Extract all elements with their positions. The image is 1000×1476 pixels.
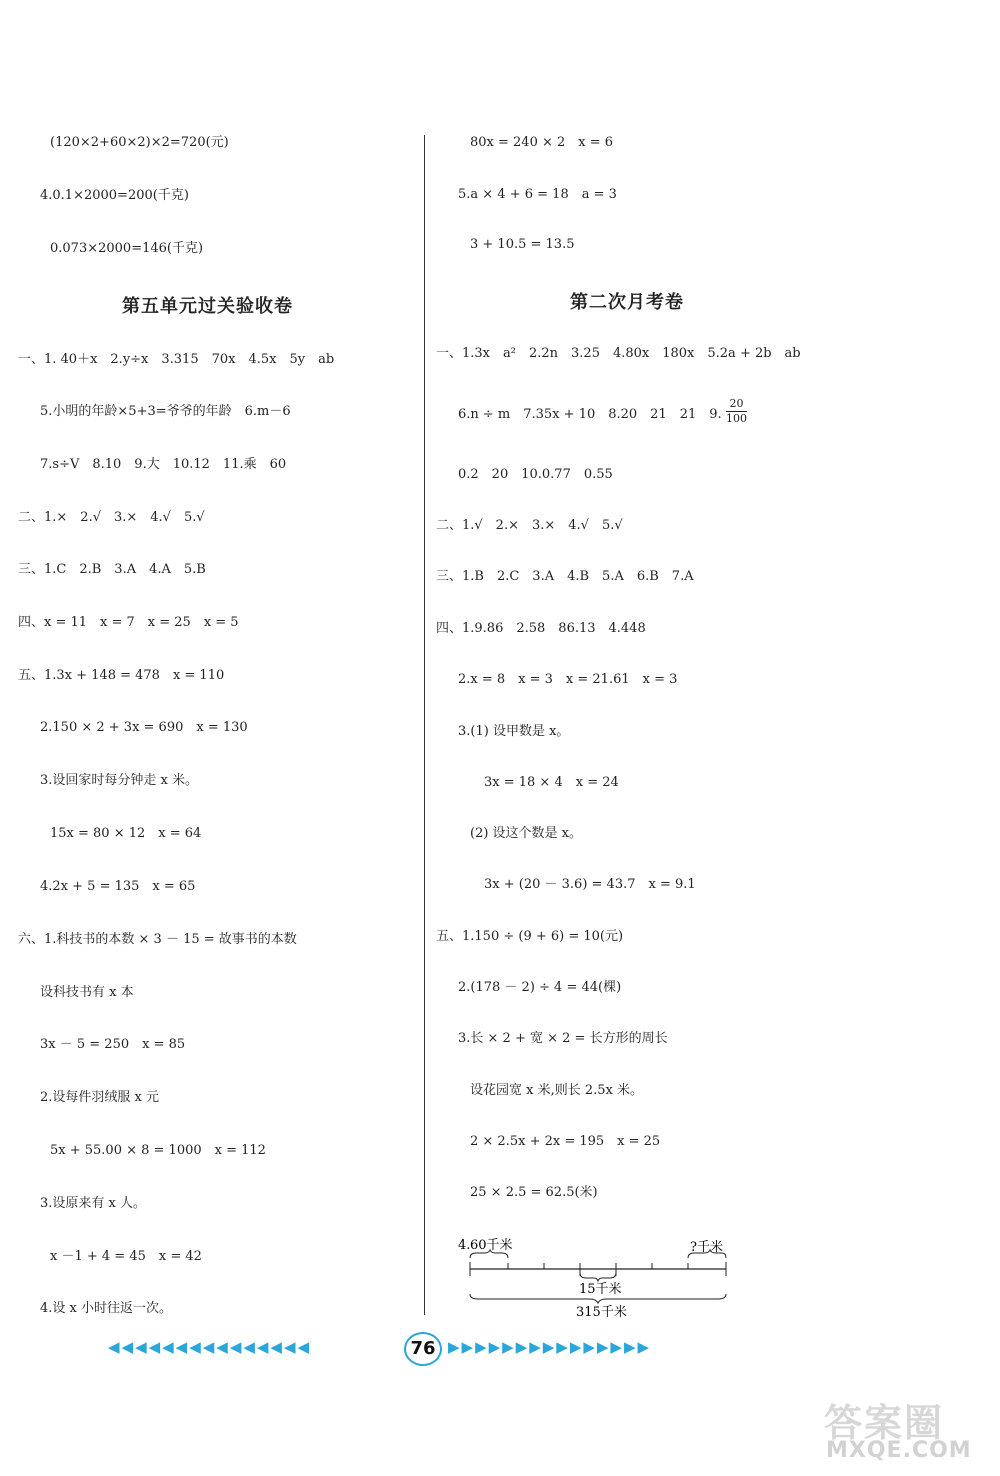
left-line-20: 3.设原来有 x 人。 — [40, 1196, 146, 1211]
right-line-11: 3.(1) 设甲数是 x。 — [458, 724, 570, 739]
left-line-7: 二、1.× 2.√ 3.× 4.√ 5.√ — [18, 510, 205, 525]
left-line-1: (120×2+60×2)×2=720(元) — [50, 135, 229, 150]
left-line-22: 4.设 x 小时往返一次。 — [40, 1301, 172, 1316]
watermark-url: MXQE.COM — [826, 1438, 972, 1463]
left-line-12: 3.设回家时每分钟走 x 米。 — [40, 773, 198, 788]
right-line-13: (2) 设这个数是 x。 — [470, 826, 583, 841]
left-line-4: 一、1. 40＋x 2.y÷x 3.315 70x 4.5x 5y ab — [18, 352, 335, 367]
diagram-total-label: 315千米 — [576, 1305, 627, 1320]
left-line-16: 设科技书有 x 本 — [40, 985, 134, 1000]
right-line-10: 2.x = 8 x = 3 x = 21.61 x = 3 — [458, 672, 678, 687]
left-line-13: 15x = 80 × 12 x = 64 — [50, 826, 202, 841]
diagram-right-label: ?千米 — [690, 1240, 723, 1255]
diagram-middle-label: 15千米 — [579, 1282, 622, 1297]
right-line-17: 3.长 × 2 + 宽 × 2 = 长方形的周长 — [458, 1031, 668, 1046]
left-line-11: 2.150 × 2 + 3x = 690 x = 130 — [40, 720, 248, 735]
right-line-3: 3 + 10.5 = 13.5 — [470, 237, 575, 252]
page-number: 76 — [404, 1332, 442, 1366]
right-line-12: 3x = 18 × 4 x = 24 — [484, 775, 619, 790]
page-footer — [108, 1332, 738, 1366]
left-line-21: x －1 + 4 = 45 x = 42 — [50, 1249, 202, 1264]
right-line-2: 5.a × 4 + 6 = 18 a = 3 — [458, 187, 617, 202]
watermark-text: 答案圈 — [824, 1401, 945, 1445]
footer-left-arrows: ◀◀◀◀◀◀◀◀◀◀◀◀◀◀◀ — [108, 1338, 312, 1356]
distance-diagram-svg — [458, 1236, 748, 1322]
left-line-17: 3x － 5 = 250 x = 85 — [40, 1037, 186, 1052]
left-line-3: 0.073×2000=146(千克) — [50, 241, 204, 256]
left-line-6: 7.s÷V 8.10 9.大 10.12 11.乘 60 — [40, 457, 287, 472]
column-divider — [424, 135, 425, 1315]
right-line-20: 25 × 2.5 = 62.5(米) — [470, 1185, 598, 1200]
fraction-numerator: 20 — [729, 397, 744, 410]
left-line-2: 4.0.1×2000=200(千克) — [40, 188, 189, 203]
right-line-5: 6.n ÷ m 7.35x + 10 8.20 21 21 9. — [458, 407, 722, 422]
right-line-7: 二、1.√ 2.× 3.× 4.√ 5.√ — [436, 518, 623, 533]
diagram-item-number: 4. — [458, 1238, 471, 1253]
left-line-19: 5x + 55.00 × 8 = 1000 x = 112 — [50, 1143, 266, 1158]
fraction-20-over-100 — [726, 397, 747, 426]
right-line-18: 设花园宽 x 米,则长 2.5x 米。 — [470, 1083, 643, 1098]
footer-right-arrows: ▶▶▶▶▶▶▶▶▶▶▶▶▶▶▶ — [448, 1338, 652, 1356]
left-line-8: 三、1.C 2.B 3.A 4.A 5.B — [18, 562, 206, 577]
right-line-9: 四、1.9.86 2.58 86.13 4.448 — [436, 621, 646, 636]
right-line-16: 2.(178 － 2) ÷ 4 = 44(棵) — [458, 980, 622, 995]
right-line-4: 一、1.3x a² 2.2n 3.25 4.80x 180x 5.2a + 2b ab — [436, 346, 801, 361]
right-line-19: 2 × 2.5x + 2x = 195 x = 25 — [470, 1134, 661, 1149]
left-section-heading: 第五单元过关验收卷 — [122, 296, 293, 317]
left-line-9: 四、x = 11 x = 7 x = 25 x = 5 — [18, 615, 239, 630]
diagram-left-label: 60千米 — [470, 1238, 513, 1253]
right-line-15: 五、1.150 ÷ (9 + 6) = 10(元) — [436, 929, 624, 944]
watermark-logo — [824, 1392, 994, 1468]
right-line-1: 80x = 240 × 2 x = 6 — [470, 135, 614, 150]
right-line-6: 0.2 20 10.0.77 0.55 — [458, 467, 613, 482]
right-section-heading: 第二次月考卷 — [570, 292, 684, 313]
left-line-18: 2.设每件羽绒服 x 元 — [40, 1090, 159, 1105]
left-line-5: 5.小明的年龄×5+3=爷爷的年龄 6.m－6 — [40, 404, 291, 419]
fraction-denominator: 100 — [726, 412, 747, 425]
distance-diagram — [458, 1236, 748, 1326]
right-line-14: 3x + (20 － 3.6) = 43.7 x = 9.1 — [484, 877, 696, 892]
middle-segment-brace — [580, 1273, 616, 1281]
left-line-10: 五、1.3x + 148 = 478 x = 110 — [18, 668, 225, 683]
left-line-14: 4.2x + 5 = 135 x = 65 — [40, 879, 196, 894]
left-line-15: 六、1.科技书的本数 × 3 － 15 = 故事书的本数 — [18, 932, 297, 947]
right-line-8: 三、1.B 2.C 3.A 4.B 5.A 6.B 7.A — [436, 569, 694, 584]
